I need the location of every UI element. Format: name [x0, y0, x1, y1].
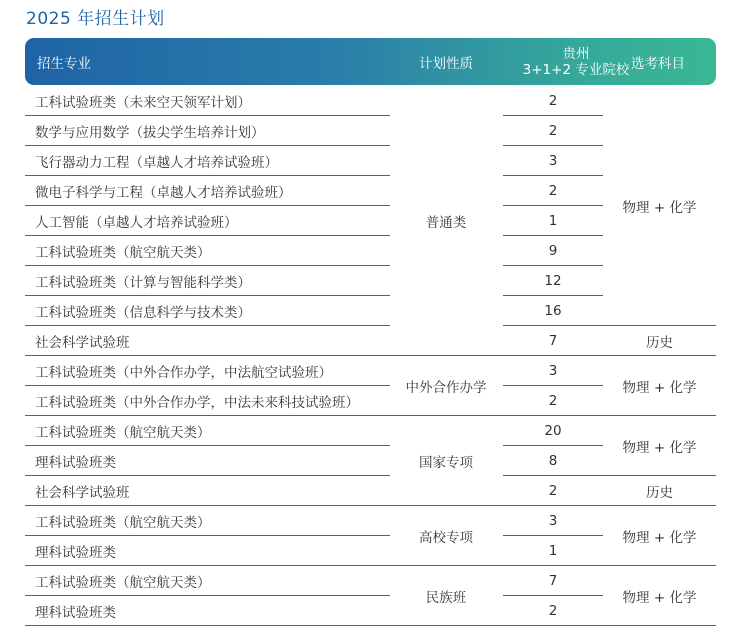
major-name: 人工智能（卓越人才培养试验班） — [35, 215, 238, 231]
quota-value: 3 — [548, 153, 558, 169]
row-divider — [25, 205, 390, 206]
row-divider — [503, 535, 603, 536]
row-divider — [603, 475, 716, 476]
major-name: 社会科学试验班 — [35, 335, 130, 351]
major-name: 工科试验班类（航空航天类） — [35, 425, 211, 441]
subject-requirement: 历史 — [646, 335, 673, 351]
major-name: 工科试验班类（航空航天类） — [35, 245, 211, 261]
major-name: 工科试验班类（航空航天类） — [35, 515, 211, 531]
row-divider — [503, 235, 603, 236]
row-divider — [25, 145, 390, 146]
subject-requirement: 物理 + 化学 — [622, 530, 697, 546]
row-divider — [25, 385, 390, 386]
header-quota-scheme: 3+1+2 专业院校 — [522, 61, 630, 78]
major-name: 数学与应用数学（拔尖学生培养计划） — [35, 125, 265, 141]
row-divider — [503, 175, 603, 176]
quota-value: 16 — [544, 303, 562, 319]
row-divider — [25, 295, 390, 296]
row-divider — [25, 475, 390, 476]
row-divider — [503, 205, 603, 206]
quota-value: 2 — [548, 93, 558, 109]
row-divider — [25, 415, 716, 416]
subject-requirement: 历史 — [646, 485, 673, 501]
row-divider — [25, 595, 390, 596]
row-divider — [503, 445, 603, 446]
major-name: 工科试验班类（中外合作办学，中法未来科技试验班） — [35, 395, 359, 411]
row-divider — [603, 325, 716, 326]
plan-type: 民族班 — [425, 590, 467, 606]
major-name: 工科试验班类（中外合作办学，中法航空试验班） — [35, 365, 332, 381]
row-divider — [25, 445, 390, 446]
subject-requirement: 物理 + 化学 — [622, 380, 697, 396]
major-name: 理科试验班类 — [35, 545, 116, 561]
row-divider — [503, 265, 603, 266]
quota-value: 1 — [548, 213, 558, 229]
quota-value: 3 — [548, 513, 558, 529]
row-divider — [25, 115, 390, 116]
quota-value: 20 — [544, 423, 562, 439]
quota-value: 7 — [548, 333, 558, 349]
row-divider — [25, 325, 390, 326]
plan-type: 国家专项 — [419, 455, 473, 471]
quota-value: 9 — [548, 243, 558, 259]
major-name: 理科试验班类 — [35, 605, 116, 621]
row-divider — [503, 115, 603, 116]
quota-value: 2 — [548, 123, 558, 139]
table-header — [25, 38, 716, 85]
major-name: 社会科学试验班 — [35, 485, 130, 501]
quota-value: 8 — [548, 453, 558, 469]
row-divider — [25, 535, 390, 536]
plan-type: 普通类 — [425, 215, 467, 231]
major-name: 工科试验班类（计算与智能科学类） — [35, 275, 251, 291]
major-name: 工科试验班类（信息科学与技术类） — [35, 305, 251, 321]
row-divider — [25, 625, 716, 626]
row-divider — [25, 565, 716, 566]
quota-value: 2 — [548, 483, 558, 499]
quota-value: 3 — [548, 363, 558, 379]
quota-value: 7 — [548, 573, 558, 589]
row-divider — [503, 385, 603, 386]
page-title: 2025 年招生计划 — [26, 9, 165, 29]
header-subject: 选考科目 — [631, 55, 685, 72]
quota-value: 2 — [548, 603, 558, 619]
subject-requirement: 物理 + 化学 — [622, 440, 697, 456]
quota-value: 2 — [548, 183, 558, 199]
header-quota-region: 贵州 — [562, 45, 590, 62]
major-name: 理科试验班类 — [35, 455, 116, 471]
major-name: 工科试验班类（未来空天领军计划） — [35, 95, 251, 111]
subject-requirement: 物理 + 化学 — [622, 590, 697, 606]
row-divider — [25, 235, 390, 236]
row-divider — [503, 475, 603, 476]
row-divider — [25, 355, 716, 356]
header-plan-type: 计划性质 — [419, 55, 473, 72]
major-name: 微电子科学与工程（卓越人才培养试验班） — [35, 185, 292, 201]
plan-type: 高校专项 — [419, 530, 473, 546]
quota-value: 2 — [548, 393, 558, 409]
row-divider — [503, 595, 603, 596]
row-divider — [503, 295, 603, 296]
row-divider — [503, 145, 603, 146]
quota-value: 1 — [548, 543, 558, 559]
row-divider — [503, 325, 603, 326]
major-name: 工科试验班类（航空航天类） — [35, 575, 211, 591]
major-name: 飞行器动力工程（卓越人才培养试验班） — [35, 155, 278, 171]
row-divider — [25, 175, 390, 176]
row-divider — [25, 265, 390, 266]
header-major: 招生专业 — [37, 55, 91, 72]
quota-value: 12 — [544, 273, 562, 289]
plan-type: 中外合作办学 — [405, 380, 487, 396]
row-divider — [25, 505, 716, 506]
subject-requirement: 物理 + 化学 — [622, 200, 697, 216]
